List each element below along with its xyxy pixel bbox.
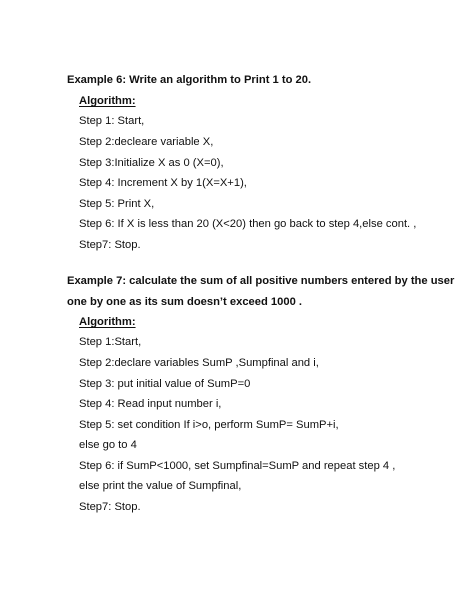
example-7-algorithm-label: Algorithm:	[79, 316, 136, 328]
example-7-title-line-1: Example 7: calculate the sum of all positive numbers entered by the user	[67, 275, 455, 287]
example-6-step: Step 1: Start,	[79, 115, 145, 127]
example-7-step: Step 1:Start,	[79, 336, 142, 348]
example-6-title: Example 6: Write an algorithm to Print 1 to 20.	[67, 74, 312, 86]
example-6-step: Step 6: If X is less than 20 (X<20) then go back to step 4,else cont. ,	[79, 218, 417, 230]
example-7-step: Step 6: if SumP<1000, set Sumpfinal=SumP and repeat step 4 ,	[79, 460, 396, 472]
example-7-step: Step 3: put initial value of SumP=0	[79, 378, 251, 390]
example-7-title-line-2: one by one as its sum doesn’t exceed 1000 .	[67, 296, 303, 308]
example-6-algorithm-label: Algorithm:	[79, 95, 136, 107]
example-6-step: Step 5: Print X,	[79, 198, 155, 210]
example-6-step: Step 3:Initialize X as 0 (X=0),	[79, 157, 224, 169]
example-7-step: Step7: Stop.	[79, 501, 141, 513]
example-6-step: Step7: Stop.	[79, 239, 141, 251]
example-6-step: Step 4: Increment X by 1(X=X+1),	[79, 177, 247, 189]
example-7-step: Step 4: Read input number i,	[79, 398, 222, 410]
example-7-step: else print the value of Sumpfinal,	[79, 480, 242, 492]
example-6-step: Step 2:decleare variable X,	[79, 136, 214, 148]
example-7-step: Step 5: set condition If i>o, perform SumP= SumP+i,	[79, 419, 339, 431]
example-7-step: Step 2:declare variables SumP ,Sumpfinal and i,	[79, 357, 319, 369]
example-7-step: else go to 4	[79, 439, 137, 451]
